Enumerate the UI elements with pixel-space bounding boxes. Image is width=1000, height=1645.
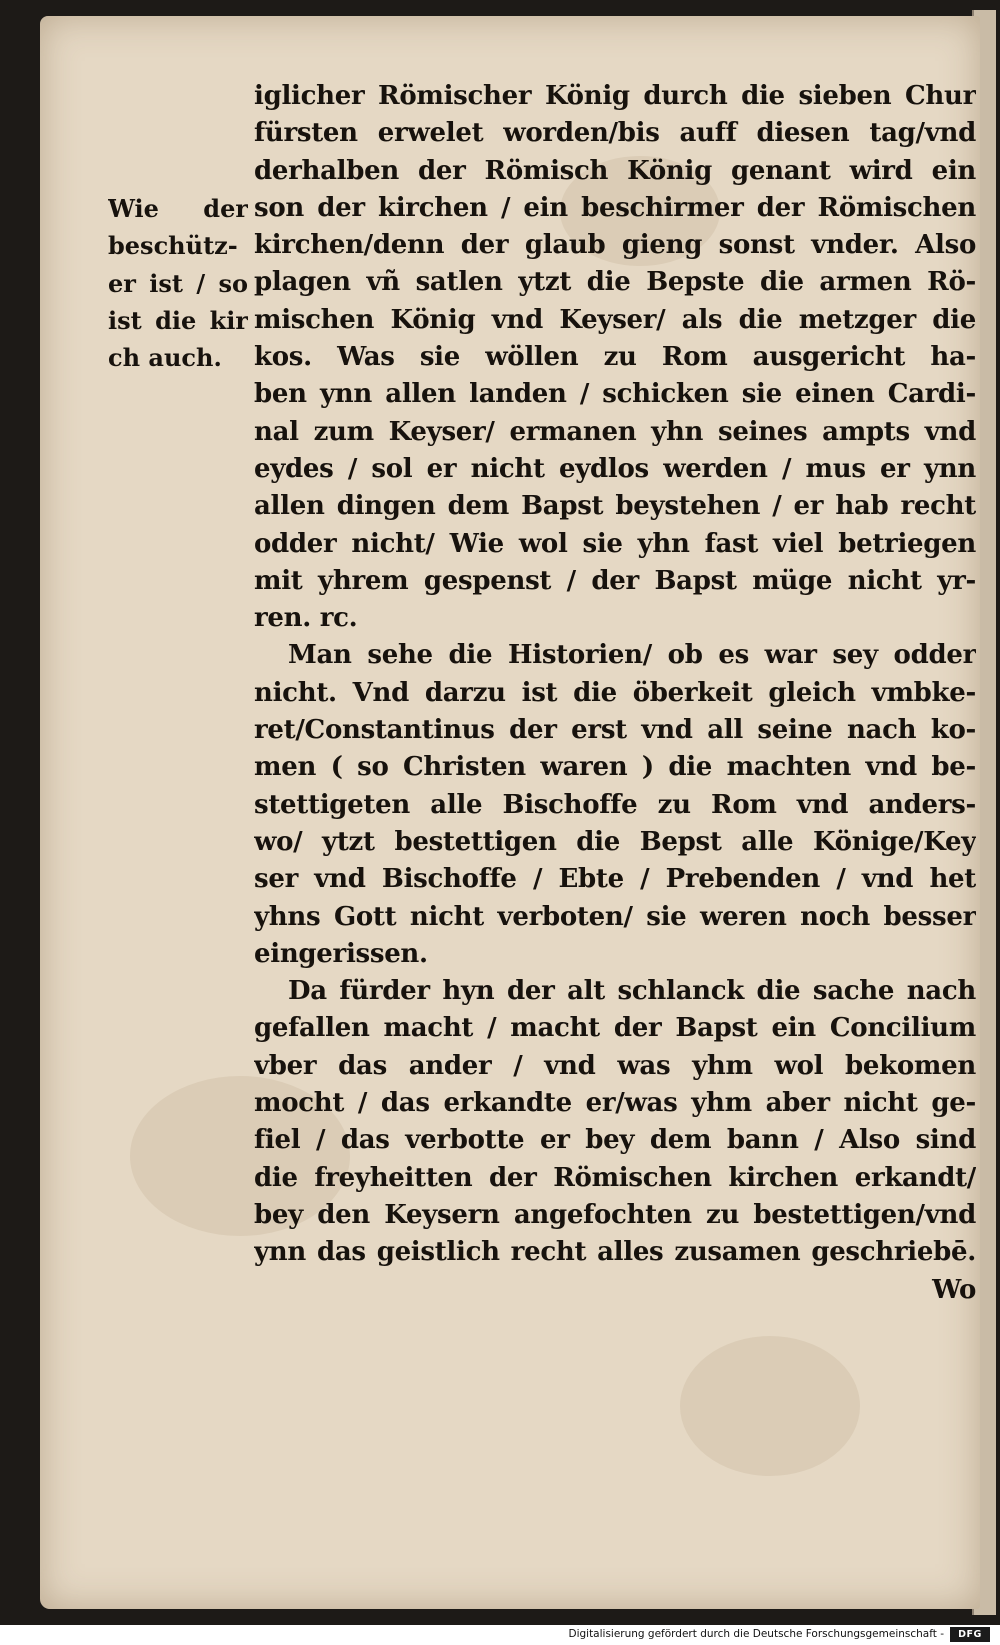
catchword: Wo — [932, 1274, 976, 1305]
text-line: die freyheitten der Römischen kirchen erkandt/ — [254, 1162, 976, 1193]
text-line: son der kirchen / ein beschirmer der Römischen — [254, 192, 976, 223]
text-line: eydes / sol er nicht eydlos werden / mus er ynn — [254, 453, 976, 484]
text-line: kos. Was sie wöllen zu Rom ausgericht ha- — [254, 342, 976, 373]
text-line: eingerissen. — [254, 938, 428, 969]
paper-stain — [680, 1336, 860, 1476]
body-text — [254, 78, 976, 1309]
footer-bar — [0, 1625, 1000, 1645]
text-line: nicht. Vnd darzu ist die öberkeit gleich vmbke- — [254, 677, 976, 708]
text-line: odder nicht/ Wie wol sie yhn fast viel betriegen — [254, 528, 976, 559]
margin-note-line: Wie der — [108, 194, 248, 223]
text-line: vber das ander / vnd was yhm wol bekomen — [254, 1050, 976, 1081]
text-line: nal zum Keyser/ ermanen yhn seines ampts vnd — [254, 416, 976, 447]
margin-note-line: ist die kir — [108, 305, 248, 335]
text-line: ret/Constantinus der erst vnd all seine nach ko- — [254, 715, 976, 746]
text-line: men ( so Christen waren ) die machten vnd be- — [254, 752, 976, 783]
text-line: allen dingen dem Bapst beystehen / er hab recht — [254, 491, 976, 522]
text-line: fiel / das verbotte er bey dem bann / Also sind — [254, 1125, 976, 1156]
text-line: mocht / das erkandte er/was yhm aber nicht ge- — [254, 1088, 976, 1119]
text-line: Da fürder hyn der alt schlanck die sache nach — [288, 976, 976, 1007]
dfg-logo: DFG — [950, 1627, 990, 1642]
text-line: mischen König vnd Keyser/ als die metzger die — [254, 304, 976, 335]
text-line: gefallen macht / macht der Bapst ein Concilium — [254, 1013, 976, 1044]
text-line: mit yhrem gespenst / der Bapst müge nicht yr- — [254, 565, 976, 596]
text-line: bey den Keysern angefochten zu bestettigen/vnd — [254, 1199, 976, 1230]
text-line: fürsten erwelet worden/bis auff diesen tag/vnd — [254, 118, 976, 149]
text-line: Man sehe die Historien/ ob es war sey odder — [288, 640, 976, 671]
text-line: stettigeten alle Bischoffe zu Rom vnd anders- — [254, 789, 976, 820]
text-line: yhns Gott nicht verboten/ sie weren noch besser — [254, 901, 976, 932]
text-line: ser vnd Bischoffe / Ebte / Prebenden / vnd het — [254, 864, 976, 895]
text-line: plagen vñ satlen ytzt die Bepste die armen Rö- — [254, 267, 976, 298]
margin-note-line: ch auch. — [108, 343, 222, 373]
text-line: ben ynn allen landen / schicken sie einen Cardi- — [254, 379, 976, 410]
text-line: derhalben der Römisch König genant wird ein — [254, 155, 976, 186]
text-line: wo/ ytzt bestettigen die Bepst alle Könige/Key — [254, 826, 976, 857]
text-line: ren. rc. — [254, 603, 358, 634]
text-line: ynn das geistlich recht alles zusamen geschriebē. — [254, 1237, 976, 1268]
margin-note-line: er ist / so — [108, 268, 248, 298]
margin-note-line: beschütz- — [108, 231, 238, 261]
funding-credit: Digitalisierung gefördert durch die Deutsche Forschungsgemeinschaft - — [568, 1628, 944, 1640]
text-line: kirchen/denn der glaub gieng sonst vnder. Also — [254, 230, 976, 261]
text-line: iglicher Römischer König durch die sieben Chur — [254, 81, 976, 111]
margin-note — [108, 190, 248, 376]
